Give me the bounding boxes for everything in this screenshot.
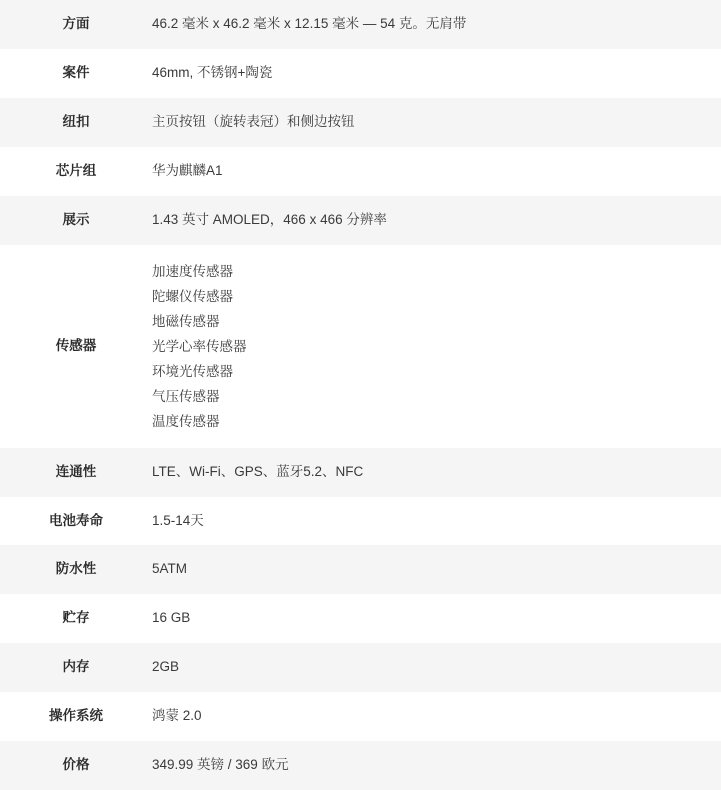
- spec-label: 贮存: [62, 610, 90, 626]
- table-row: [0, 741, 721, 790]
- spec-label: 芯片组: [55, 162, 97, 178]
- spec-value: [152, 147, 721, 196]
- spec-label: 内存: [62, 659, 90, 675]
- table-row: [0, 49, 721, 98]
- table-row: [0, 0, 721, 49]
- table-row: [0, 692, 721, 741]
- spec-label: 价格: [62, 757, 90, 773]
- spec-value-line: 46.2 毫米 x 46.2 毫米 x 12.15 毫米 — 54 克。无肩带: [152, 16, 467, 31]
- spec-value: [152, 196, 721, 245]
- spec-value: [152, 0, 721, 49]
- spec-label: 纽扣: [62, 113, 90, 129]
- spec-value-line: 16 GB: [152, 610, 191, 626]
- spec-value: [152, 643, 721, 692]
- spec-value-line: 陀螺仪传感器: [152, 288, 233, 304]
- spec-label: 方面: [62, 16, 90, 31]
- spec-value-line: LTE、Wi-Fi、GPS、蓝牙5.2、NFC: [152, 463, 364, 479]
- table-row: [0, 147, 721, 196]
- spec-value-line: 2GB: [152, 659, 180, 675]
- spec-value: [152, 545, 721, 594]
- spec-value-line: 46mm, 不锈钢+陶瓷: [152, 64, 273, 80]
- spec-value: [152, 497, 721, 546]
- spec-label: 案件: [62, 64, 90, 80]
- spec-value-line: 华为麒麟A1: [152, 162, 223, 178]
- table-row: [0, 245, 721, 448]
- spec-value-line: 气压传感器: [152, 388, 220, 404]
- spec-label: 防水性: [55, 561, 97, 577]
- table-row: [0, 448, 721, 497]
- table-row: [0, 196, 721, 245]
- spec-value: [152, 98, 721, 147]
- spec-value-line: 光学心率传感器: [152, 338, 247, 354]
- table-row: [0, 545, 721, 594]
- table-row: [0, 594, 721, 643]
- spec-value-line: 349.99 英镑 / 369 欧元: [152, 757, 289, 773]
- spec-label: 电池寿命: [49, 512, 103, 528]
- spec-value-line: 地磁传感器: [152, 313, 220, 329]
- spec-value: [152, 692, 721, 741]
- table-row: [0, 643, 721, 692]
- spec-value-line: 加速度传感器: [152, 263, 233, 279]
- spec-value-line: 5ATM: [152, 561, 188, 577]
- spec-value: [152, 49, 721, 98]
- table-row: [0, 497, 721, 546]
- spec-value: [152, 448, 721, 497]
- spec-value: [152, 594, 721, 643]
- spec-value: [152, 245, 721, 448]
- spec-value-line: 1.43 英寸 AMOLED，466 x 466 分辨率: [152, 211, 387, 227]
- spec-value-line: 主页按钮（旋转表冠）和侧边按钮: [152, 113, 355, 129]
- table-row: [0, 98, 721, 147]
- spec-label: 传感器: [55, 337, 97, 353]
- spec-label: 展示: [62, 211, 90, 227]
- spec-value-line: 鸿蒙 2.0: [152, 708, 202, 724]
- spec-label: 操作系统: [49, 708, 103, 724]
- spec-value-line: 1.5-14天: [152, 512, 204, 528]
- spec-value-line: 温度传感器: [152, 413, 220, 429]
- spec-value-line: 环境光传感器: [152, 363, 233, 379]
- spec-label: 连通性: [55, 463, 97, 479]
- spec-value: [152, 741, 721, 790]
